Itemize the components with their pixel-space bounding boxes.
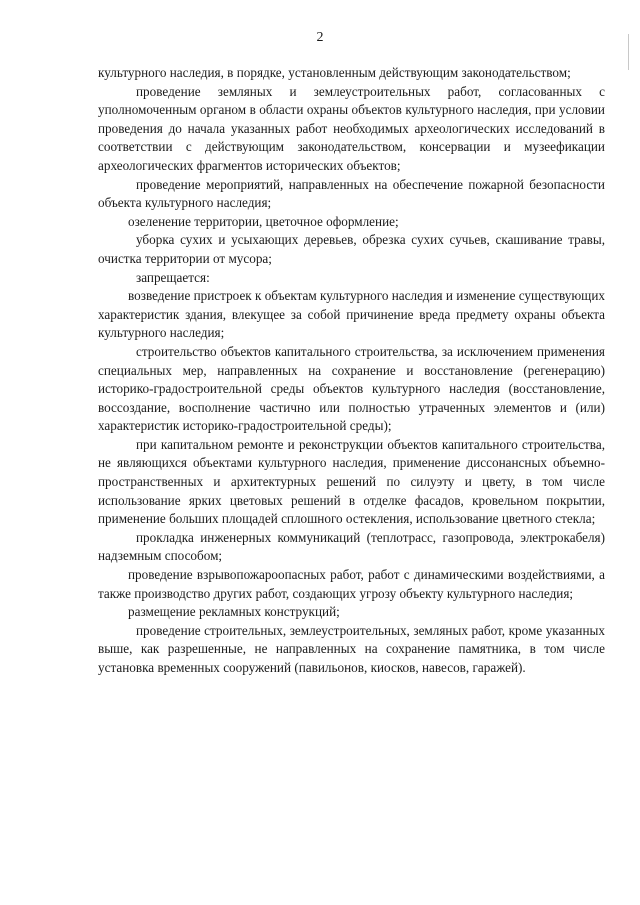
paragraph-earthworks: проведение земляных и землеустроительных работ, согласованных с уполномоченным органом в области охраны объектов культурного наследия, при условии проведения до начала указанных работ необходимых археологических исследований в соответствии с действующим законодательством, консервации и музеефикации археологических фрагментов исторических объектов;: [98, 83, 605, 173]
paragraph-tree-removal: уборка сухих и усыхающих деревьев, обрезка сухих сучьев, скашивание травы, очистка территории от мусора;: [98, 232, 605, 266]
document-body: [98, 64, 605, 678]
paragraph-prohibited-heading: запрещается:: [136, 269, 210, 285]
paragraph-explosive-works: проведение взрывопожароопасных работ, работ с динамическими воздействиями, а также производство других работ, создающих угрозу объекту культурного наследия;: [98, 567, 605, 601]
paragraph-extensions: возведение пристроек к объектам культурного наследия и изменение существующих характеристик здания, влекущее за собой причинение вреда предмету охраны объекта культурного наследия;: [98, 288, 605, 341]
paragraph-continuation: культурного наследия, в порядке, установленным действующим законодательством;: [98, 65, 571, 80]
page-number: 2: [316, 30, 324, 45]
scan-edge-mark: [628, 34, 629, 70]
paragraph-renovation: при капитальном ремонте и реконструкции объектов капитального строительства, не являющихся объектами культурного наследия, применение диссонансных объемно-пространственных и архитектурных решений по силуэту и цвету, в том числе использование ярких цветовых решений в отделке фасадов, кровельном покрытии, применение больших площадей сплошного остекления, использование цветного стекла;: [98, 436, 605, 527]
paragraph-utilities: прокладка инженерных коммуникаций (теплотрасс, газопровода, электрокабеля) надземным способом;: [98, 529, 605, 564]
paragraph-other-works: проведение строительных, землеустроительных, земляных работ, кроме указанных выше, как разрешенные, не направленных на сохранение памятника, в том числе установка временных сооружений (павильонов, киосков, навесов, гаражей).: [98, 622, 605, 675]
paragraph-landscaping: озеленение территории, цветочное оформление;: [128, 213, 399, 229]
paragraph-advertising: размещение рекламных конструкций;: [128, 604, 340, 620]
paragraph-construction: строительство объектов капитального строительства, за исключением применения специальных мер, направленных на сохранение и восстановление (регенерацию) историко-градостроительной среды объектов культурного наследия (восстановление, воссоздание, восполнение частично или полностью утраченных элементов и (или) характеристик историко-градостроительной среды);: [98, 343, 605, 434]
paragraph-fire-safety: проведение мероприятий, направленных на обеспечение пожарной безопасности объекта культурного наследия;: [98, 176, 605, 211]
